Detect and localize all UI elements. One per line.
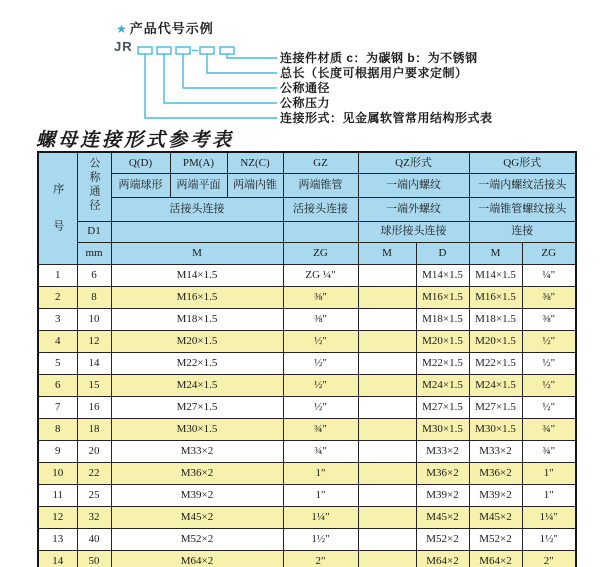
code-box (176, 47, 190, 54)
table-header (38, 152, 576, 264)
table-cell: 16 (77, 396, 111, 418)
table-cell: M24×1.5 (469, 374, 522, 396)
table-cell: M14×1.5 (111, 264, 283, 286)
header-desc: 活接头连接 (283, 197, 358, 221)
table-cell: M22×1.5 (469, 352, 522, 374)
table-cell: ½" (283, 374, 358, 396)
header-d1: D1 (77, 221, 111, 242)
table-cell (358, 440, 416, 462)
table-cell: 8 (77, 286, 111, 308)
table-cell: M33×2 (469, 440, 522, 462)
header-blank (283, 221, 358, 242)
table-cell (358, 506, 416, 528)
table-cell: M52×2 (111, 528, 283, 550)
table-cell (358, 396, 416, 418)
table-cell: ¾" (522, 418, 576, 440)
table-cell (358, 484, 416, 506)
table-cell: M14×1.5 (469, 264, 522, 286)
table-cell: 1" (283, 484, 358, 506)
header-desc: 一端外螺纹 (358, 197, 469, 221)
header-code: PM(A) (170, 152, 227, 173)
table-cell: 11 (38, 484, 77, 506)
table-cell: 14 (38, 550, 77, 567)
table-row (38, 440, 576, 462)
table-cell: 20 (77, 440, 111, 462)
table-cell: M39×2 (469, 484, 522, 506)
table-cell: ½" (522, 330, 576, 352)
table-row (38, 484, 576, 506)
table-cell: 2 (38, 286, 77, 308)
table-cell: 40 (77, 528, 111, 550)
header-unit: M (469, 242, 522, 264)
table-cell: 1" (522, 462, 576, 484)
table-row (38, 374, 576, 396)
code-label-length: 总长（长度可根据用户要求定制） (280, 66, 468, 80)
code-box (220, 47, 234, 54)
table-cell: M64×2 (469, 550, 522, 567)
table-cell: ⅜" (283, 286, 358, 308)
header-desc: 活接头连接 (111, 197, 283, 221)
table-cell: ⅜" (522, 286, 576, 308)
table-cell: M20×1.5 (111, 330, 283, 352)
table-cell: 4 (38, 330, 77, 352)
table-cell: 12 (77, 330, 111, 352)
table-row (38, 286, 576, 308)
table-cell (358, 528, 416, 550)
table-cell: M45×2 (111, 506, 283, 528)
table-row (38, 418, 576, 440)
table-cell: ¾" (283, 418, 358, 440)
header-row-desc1 (38, 173, 576, 197)
table-cell: M36×2 (469, 462, 522, 484)
table-cell: M39×2 (416, 484, 469, 506)
table-cell: 1 (38, 264, 77, 286)
table-cell: M22×1.5 (111, 352, 283, 374)
header-desc: 一端内螺纹活接头 (469, 173, 576, 197)
header-desc: 两端球形 (111, 173, 170, 197)
table-cell: M18×1.5 (469, 308, 522, 330)
table-cell: ½" (283, 396, 358, 418)
table-cell: M52×2 (469, 528, 522, 550)
code-box (157, 47, 171, 54)
table-cell: M30×1.5 (111, 418, 283, 440)
header-row-units (38, 242, 576, 264)
table-row (38, 330, 576, 352)
table-cell (358, 374, 416, 396)
table-cell: 5 (38, 352, 77, 374)
table-cell: M45×2 (416, 506, 469, 528)
table-cell: M33×2 (416, 440, 469, 462)
code-prefix: JR (114, 39, 133, 54)
table-cell (358, 286, 416, 308)
header-unit: ZG (522, 242, 576, 264)
table-cell: M30×1.5 (416, 418, 469, 440)
table-cell (358, 462, 416, 484)
table-body (38, 264, 576, 567)
table-cell: M33×2 (111, 440, 283, 462)
table-cell: M16×1.5 (111, 286, 283, 308)
table-cell: 10 (38, 462, 77, 484)
header-code: GZ (283, 152, 358, 173)
diagram-title (116, 18, 214, 37)
table-cell: 7 (38, 396, 77, 418)
header-code: QG形式 (469, 152, 576, 173)
diagram-title-text: 产品代号示例 (129, 21, 214, 36)
table-cell: ½" (522, 374, 576, 396)
table-cell: M36×2 (111, 462, 283, 484)
header-desc: 两端平面 (170, 173, 227, 197)
table-cell: 18 (77, 418, 111, 440)
header-unit: D (416, 242, 469, 264)
table-cell: ¾" (283, 440, 358, 462)
table-cell: M27×1.5 (416, 396, 469, 418)
table-cell: M36×2 (416, 462, 469, 484)
table-cell (358, 264, 416, 286)
table-cell (358, 550, 416, 567)
table-cell: M24×1.5 (111, 374, 283, 396)
table-cell: M20×1.5 (469, 330, 522, 352)
header-desc: 连接 (469, 221, 576, 242)
table-cell: 1½" (283, 528, 358, 550)
table-cell: M22×1.5 (416, 352, 469, 374)
header-desc: 球形接头连接 (358, 221, 469, 242)
table-cell: M18×1.5 (111, 308, 283, 330)
table-cell: ZG ¼" (283, 264, 358, 286)
table-cell: M52×2 (416, 528, 469, 550)
table-cell: ⅜" (283, 308, 358, 330)
table-cell: 6 (77, 264, 111, 286)
table-cell: 3 (38, 308, 77, 330)
code-label-connection: 连接形式：见金属软管常用结构形式表 (280, 111, 493, 125)
table-row (38, 550, 576, 567)
table-cell: M24×1.5 (416, 374, 469, 396)
table-cell (358, 418, 416, 440)
table-cell: ½" (283, 352, 358, 374)
table-cell: 2" (522, 550, 576, 567)
table-cell: ½" (522, 396, 576, 418)
table-cell: ½" (522, 352, 576, 374)
table-cell: 1¼" (283, 506, 358, 528)
table-cell (358, 330, 416, 352)
header-code: QZ形式 (358, 152, 469, 173)
table-cell: 9 (38, 440, 77, 462)
table-cell: 32 (77, 506, 111, 528)
header-code: NZ(C) (227, 152, 283, 173)
table-cell: M14×1.5 (416, 264, 469, 286)
table-cell: M45×2 (469, 506, 522, 528)
code-label-pressure: 公称压力 (280, 96, 331, 110)
table-cell: M18×1.5 (416, 308, 469, 330)
header-desc: 一端锥管螺纹接头 (469, 197, 576, 221)
table-title: 螺母连接形式参考表 (36, 129, 235, 151)
code-label-diameter: 公称通径 (280, 81, 331, 95)
table-cell (358, 308, 416, 330)
header-dn: 公称通径 (77, 152, 111, 221)
table-cell: M16×1.5 (469, 286, 522, 308)
leader-line (145, 54, 277, 118)
table-cell: 1¼" (522, 506, 576, 528)
header-row-desc2 (38, 197, 576, 221)
table-cell: 6 (38, 374, 77, 396)
header-code: Q(D) (111, 152, 170, 173)
table-cell: M20×1.5 (416, 330, 469, 352)
table-cell: M39×2 (111, 484, 283, 506)
table-cell: 8 (38, 418, 77, 440)
table-cell: M64×2 (111, 550, 283, 567)
header-seq: 序号 (38, 152, 77, 264)
table-cell: ¾" (522, 440, 576, 462)
table-row (38, 528, 576, 550)
table-row (38, 506, 576, 528)
table-cell: M30×1.5 (469, 418, 522, 440)
header-unit: M (111, 242, 283, 264)
table-cell: 1" (522, 484, 576, 506)
table-cell: 2" (283, 550, 358, 567)
table-cell: M64×2 (416, 550, 469, 567)
table-cell: M27×1.5 (469, 396, 522, 418)
code-box (200, 47, 214, 54)
code-label-material: 连接件材质 c：为碳钢 b：为不锈钢 (280, 51, 478, 65)
table-cell: 12 (38, 506, 77, 528)
header-row-codes (38, 152, 576, 173)
table-cell: ¼" (522, 264, 576, 286)
table-row (38, 352, 576, 374)
header-desc: 两端锥管 (283, 173, 358, 197)
table-row (38, 396, 576, 418)
nut-connection-table (37, 151, 577, 567)
table-cell: ½" (283, 330, 358, 352)
header-unit: ZG (283, 242, 358, 264)
table-cell: M16×1.5 (416, 286, 469, 308)
table-row (38, 264, 576, 286)
leader-line (207, 54, 277, 73)
header-row-desc3 (38, 221, 576, 242)
header-blank (111, 221, 283, 242)
table-cell: M27×1.5 (111, 396, 283, 418)
table-row (38, 308, 576, 330)
table-cell: 1½" (522, 528, 576, 550)
table-row (38, 462, 576, 484)
table-cell: 50 (77, 550, 111, 567)
code-box (138, 47, 152, 54)
table-cell: 25 (77, 484, 111, 506)
table-cell: 15 (77, 374, 111, 396)
header-unit: M (358, 242, 416, 264)
star-icon: ★ (116, 22, 128, 36)
table-cell: 10 (77, 308, 111, 330)
table-cell (358, 352, 416, 374)
leader-line (183, 54, 277, 88)
header-desc: 一端内螺纹 (358, 173, 469, 197)
header-desc: 两端内锥 (227, 173, 283, 197)
table-cell: 1" (283, 462, 358, 484)
header-mm: mm (77, 242, 111, 264)
table-cell: 14 (77, 352, 111, 374)
leader-line (164, 54, 277, 103)
table-cell: ⅜" (522, 308, 576, 330)
table-cell: 22 (77, 462, 111, 484)
table-cell: 13 (38, 528, 77, 550)
